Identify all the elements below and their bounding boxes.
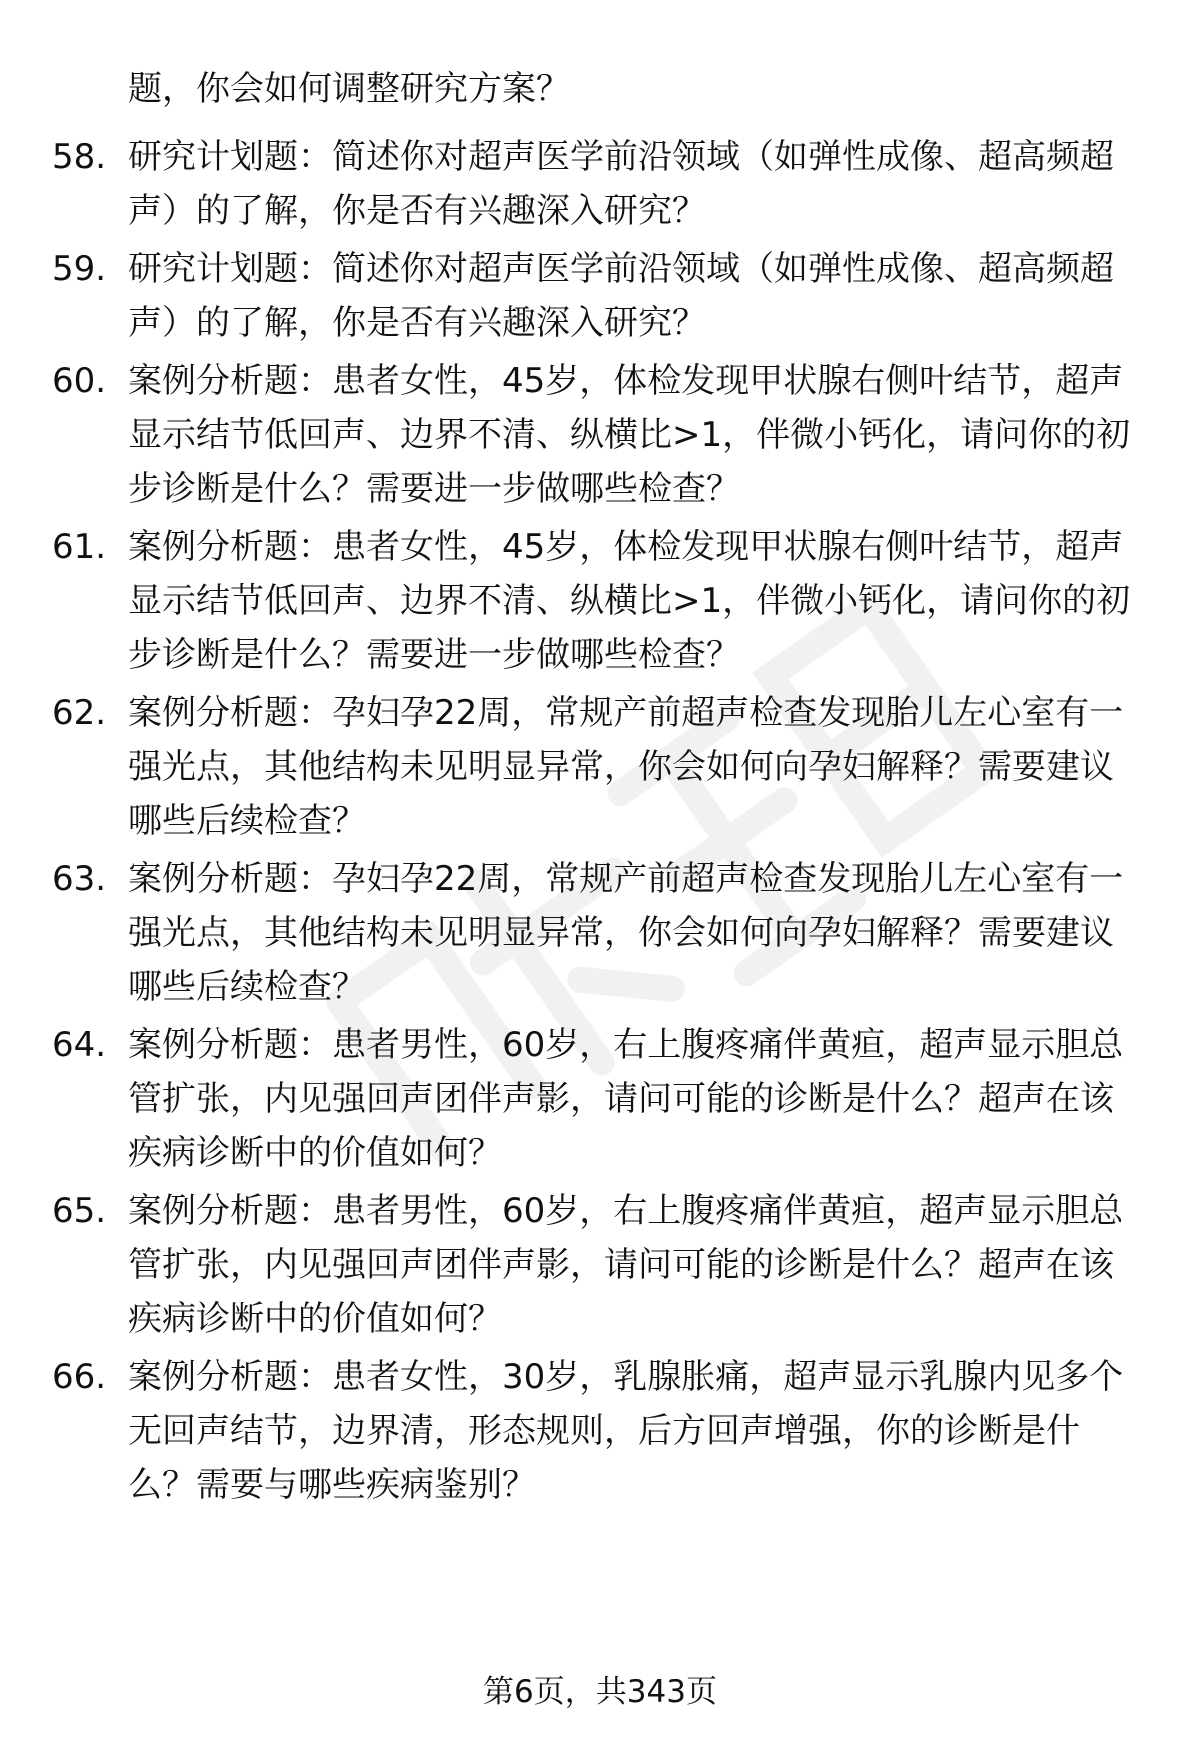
question-text: 案例分析题：孕妇孕22周，常规产前超声检查发现胎儿左心室有一强光点，其他结构未见明显异常，你会如何向孕妇解释？需要建议哪些后续检查？ bbox=[128, 693, 1124, 841]
question-item-65 bbox=[52, 1184, 1152, 1346]
question-item-61 bbox=[52, 520, 1152, 682]
question-item-59 bbox=[52, 242, 1152, 350]
question-item-66 bbox=[52, 1350, 1152, 1512]
question-number: 66. bbox=[52, 1357, 107, 1397]
question-text: 案例分析题：患者男性，60岁，右上腹疼痛伴黄疸，超声显示胆总管扩张，内见强回声团伴声影，请问可能的诊断是什么？超声在该疾病诊断中的价值如何？ bbox=[128, 1191, 1124, 1339]
question-item-64 bbox=[52, 1018, 1152, 1180]
question-item-60 bbox=[52, 354, 1152, 516]
question-text: 研究计划题：简述你对超声医学前沿领域（如弹性成像、超高频超声）的了解，你是否有兴趣深入研究？ bbox=[128, 249, 1114, 343]
question-text: 研究计划题：简述你对超声医学前沿领域（如弹性成像、超高频超声）的了解，你是否有兴趣深入研究？ bbox=[128, 137, 1114, 231]
question-item-62 bbox=[52, 686, 1152, 848]
question-text: 案例分析题：患者女性，45岁，体检发现甲状腺右侧叶结节，超声显示结节低回声、边界不清、纵横比>1，伴微小钙化，请问你的初步诊断是什么？需要进一步做哪些检查？ bbox=[128, 527, 1131, 675]
question-text: 案例分析题：患者女性，30岁，乳腺胀痛，超声显示乳腺内见多个无回声结节，边界清，形态规则，后方回声增强，你的诊断是什么？需要与哪些疾病鉴别？ bbox=[128, 1357, 1124, 1505]
continuation-text: 题，你会如何调整研究方案？ bbox=[128, 69, 570, 109]
question-number: 59. bbox=[52, 249, 107, 289]
question-item-58 bbox=[52, 130, 1152, 238]
question-text: 案例分析题：患者女性，45岁，体检发现甲状腺右侧叶结节，超声显示结节低回声、边界不清、纵横比>1，伴微小钙化，请问你的初步诊断是什么？需要进一步做哪些检查？ bbox=[128, 361, 1131, 509]
question-number: 58. bbox=[52, 137, 107, 177]
question-number: 61. bbox=[52, 527, 107, 567]
question-number: 63. bbox=[52, 859, 107, 899]
question-text: 案例分析题：患者男性，60岁，右上腹疼痛伴黄疸，超声显示胆总管扩张，内见强回声团伴声影，请问可能的诊断是什么？超声在该疾病诊断中的价值如何？ bbox=[128, 1025, 1124, 1173]
question-item-63 bbox=[52, 852, 1152, 1014]
question-number: 62. bbox=[52, 693, 107, 733]
question-number: 65. bbox=[52, 1191, 107, 1231]
question-number: 60. bbox=[52, 361, 107, 401]
page-footer: 第6页，共343页 bbox=[483, 1674, 717, 1710]
question-number: 64. bbox=[52, 1025, 107, 1065]
question-text: 案例分析题：孕妇孕22周，常规产前超声检查发现胎儿左心室有一强光点，其他结构未见明显异常，你会如何向孕妇解释？需要建议哪些后续检查？ bbox=[128, 859, 1124, 1007]
